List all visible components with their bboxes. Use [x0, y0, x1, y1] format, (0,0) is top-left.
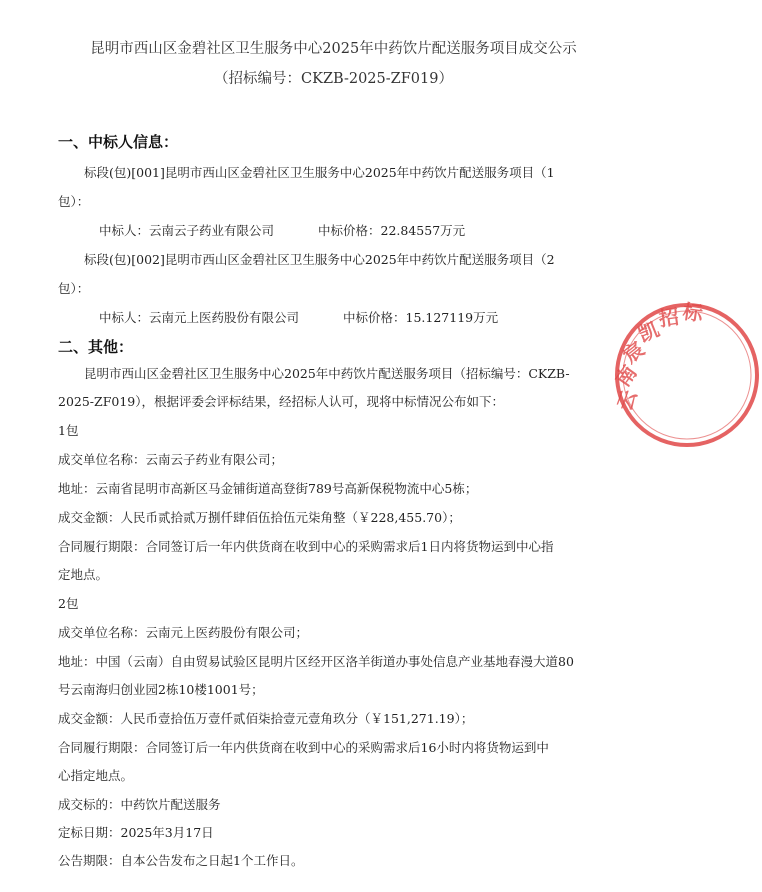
package-2-address: 地址：中国（云南）自由贸易试验区昆明片区经开区洛羊街道办事处信息产业基地春漫大道80: [58, 654, 574, 669]
section-heading-other: 二、其他：: [58, 338, 134, 356]
notice-period: 公告期限：自本公告发布之日起1个工作日。: [58, 853, 304, 868]
package-2-period-cont: 心指定地点。: [58, 768, 134, 783]
svg-text:凯: 凯: [634, 316, 663, 347]
intro-line-cont: 2025-ZF019），根据评委会评标结果，经招标人认可，现将中标情况公布如下：: [58, 394, 505, 409]
svg-text:云: 云: [612, 386, 642, 414]
award-date: 定标日期：2025年3月17日: [58, 825, 214, 840]
lot1-line: 标段(包)[001]昆明市西山区金碧社区卫生服务中心2025年中药饮片配送服务项目（1: [84, 165, 555, 180]
package-1-label: 1包: [58, 423, 79, 438]
svg-text:南: 南: [610, 360, 642, 391]
company-seal-stamp: [612, 300, 762, 450]
tender-number: （招标编号：CKZB-2025-ZF019）: [214, 71, 453, 87]
intro-line: 昆明市西山区金碧社区卫生服务中心2025年中药饮片配送服务项目（招标编号：CKZB-: [84, 366, 570, 381]
package-2-address-cont: 号云南海归创业园2栋10楼1001号；: [58, 682, 264, 697]
lot1-line-cont: 包）：: [58, 194, 90, 209]
svg-text:标: 标: [681, 299, 705, 326]
svg-text:招: 招: [657, 304, 681, 331]
page-title: 昆明市西山区金碧社区卫生服务中心2025年中药饮片配送服务项目成交公示: [90, 41, 577, 57]
package-1-amount: 成交金额：人民币贰拾贰万捌仟肆佰伍拾伍元柒角整（￥228,455.70）；: [58, 510, 461, 525]
lot2-price: 中标价格：15.127119万元: [343, 310, 499, 325]
package-1-period-cont: 定地点。: [58, 567, 109, 582]
lot2-winner: 中标人：云南元上医药股份有限公司: [99, 310, 300, 325]
lot2-line-cont: 包）：: [58, 281, 90, 296]
section-heading-winners: 一、中标人信息：: [58, 133, 179, 151]
package-1-unit: 成交单位名称：云南云子药业有限公司；: [58, 452, 284, 467]
svg-text:宸: 宸: [618, 336, 649, 368]
package-1-address: 地址：云南省昆明市高新区马金铺街道高登街789号高新保税物流中心5栋；: [58, 481, 478, 496]
package-2-amount: 成交金额：人民币壹拾伍万壹仟贰佰柒拾壹元壹角玖分（￥151,271.19）；: [58, 711, 474, 726]
package-2-unit: 成交单位名称：云南元上医药股份有限公司；: [58, 625, 309, 640]
lot2-line: 标段(包)[002]昆明市西山区金碧社区卫生服务中心2025年中药饮片配送服务项目（2: [84, 252, 555, 267]
lot1-winner: 中标人：云南云子药业有限公司: [99, 223, 275, 238]
package-2-period: 合同履行期限：合同签订后一年内供货商在收到中心的采购需求后16小时内将货物运到中: [58, 740, 549, 755]
package-2-label: 2包: [58, 596, 79, 611]
lot1-price: 中标价格：22.84557万元: [318, 223, 466, 238]
package-1-period: 合同履行期限：合同签订后一年内供货商在收到中心的采购需求后1日内将货物运到中心指: [58, 539, 554, 554]
award-subject: 成交标的：中药饮片配送服务: [58, 797, 221, 812]
